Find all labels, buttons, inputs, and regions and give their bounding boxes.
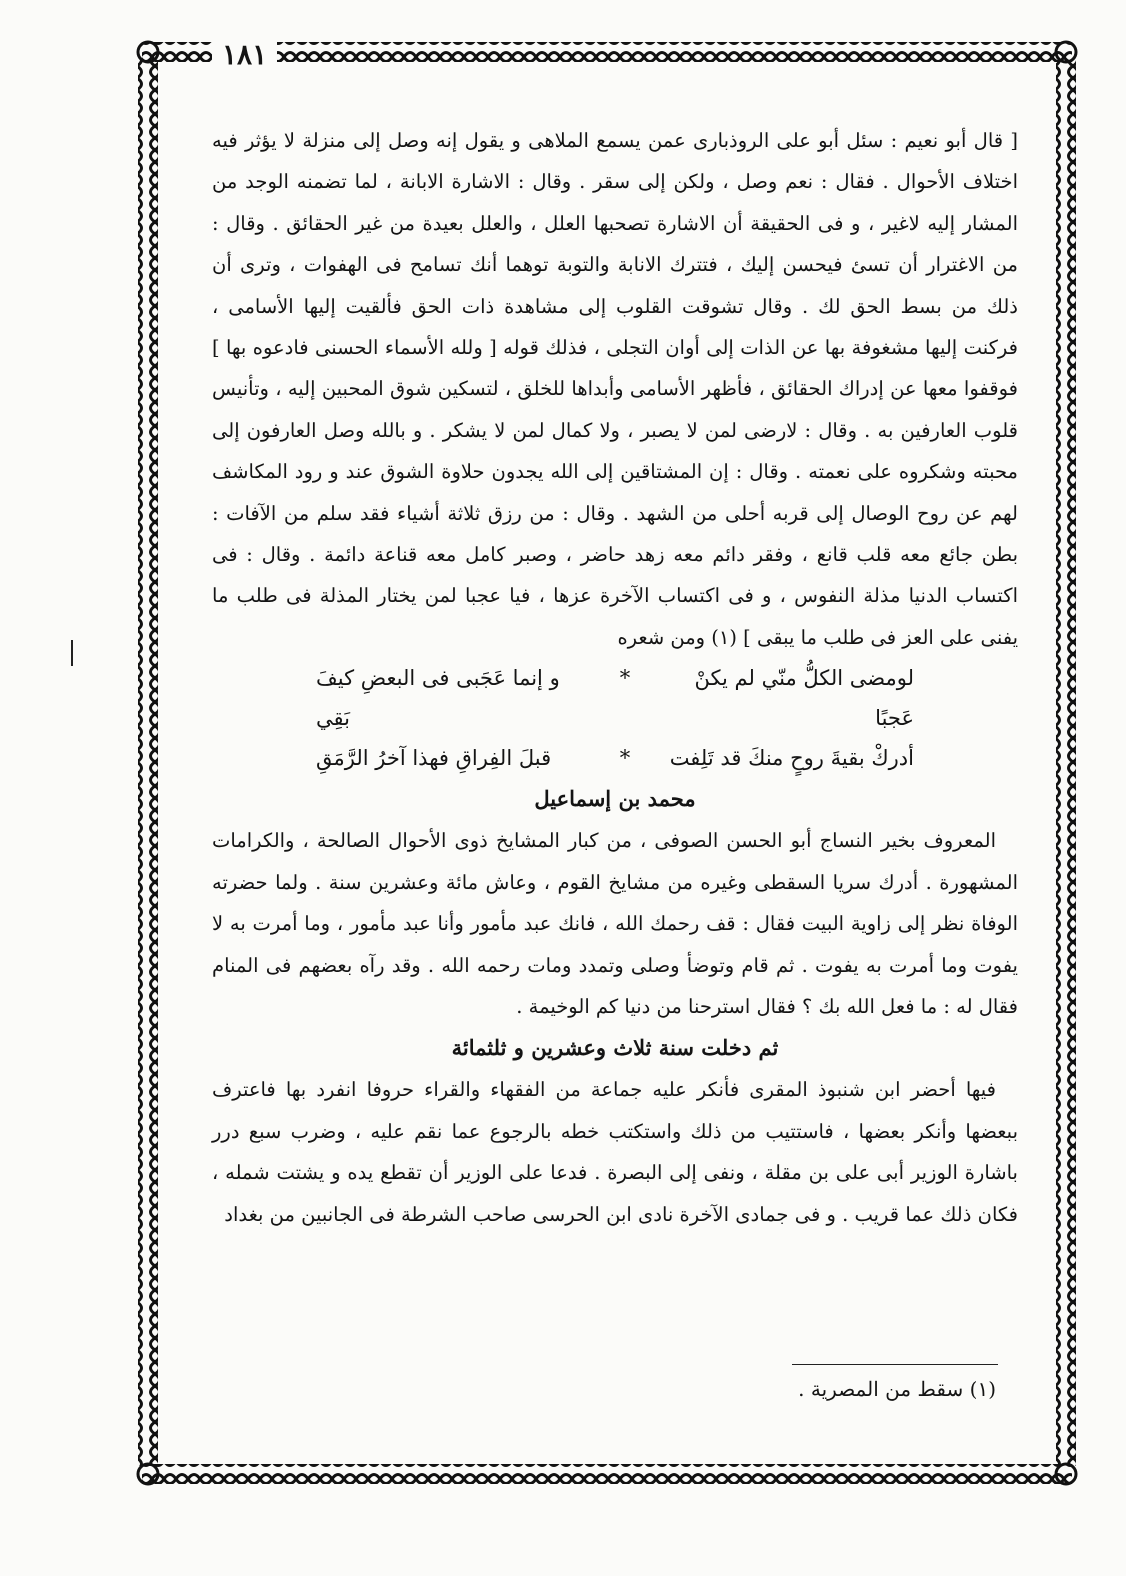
verse-line-1: [212, 658, 1018, 738]
year-events-paragraph: فيها أحضر ابن شنبوذ المقرى فأنكر عليه جماعة من الفقهاء والقراء حروفا انفرد بها فاعترف ببعضها وأنكر بعضها ، فاستتيب من ذلك واستكتب خطه بالرجوع عما نقم عليه ، وضرب سبع درر باشارة الوزير أبى على بن مقلة ، ونفى إلى البصرة . فدعا على الوزير أن تقطع يده و يشتت شمله ، فكان ذلك عما قريب . و فى جمادى الآخرة نادى ابن الحرسى صاحب الشرطة فى الجانبين من بغداد: [212, 1078, 1018, 1226]
section-heading-biography: محمد بن إسماعيل: [534, 786, 696, 812]
verse-separator: *: [619, 746, 631, 771]
biography-paragraph: المعروف بخير النساج أبو الحسن الصوفى ، من كبار المشايخ ذوى الأحوال الصالحة ، والكرامات المشهورة . أدرك سريا السقطى وغيره من مشايخ القوم ، وعاش مائة وعشرين سنة . ولما حضرته الوفاة نظر إلى زاوية البيت فقال : قف رحمك الله ، فانك عبد مأمور وأنا عبد مأمور ، وما أمرت به لا يفوت وما أمرت به يفوت . ثم قام وتوضأ وصلى وتمدد ومات رحمه الله . وقد رآه بعضهم فى المنام فقال له : ما فعل الله بك ؟ فقال استرحنا من دنيا كم الوخيمة .: [212, 829, 1018, 1018]
verse-2-hemistich-2: قبلَ الفِراقِ فهذا آخرُ الرَّمَقِ: [316, 746, 552, 771]
verse-1-hemistich-1: لومضى الكلُّ منّي لم يكنْ عَجبًا: [694, 666, 914, 731]
main-paragraph: [ قال أبو نعيم : سئل أبو على الروذبارى عمن يسمع الملاهى و يقول إنه وصل إلى منزلة لا يؤثر فيه اختلاف الأحوال . فقال : نعم وصل ، ولكن إلى سقر . وقال : الاشارة الابانة ، لما تضمنه الوجد من المشار إليه لاغير ، و فى الحقيقة أن الاشارة تصحبها العلل ، والعلل بعيدة من غير الحقائق . وقال : من الاغترار أن تسئ فيحسن إليك ، فتترك الانابة والتوبة توهما أنك تسامح فى الهفوات ، وترى أن ذلك من بسط الحق لك . وقال تشوقت القلوب إلى مشاهدة ذات الحق فألقيت إليها الأسامى ، فركنت إليها مشغوفة بها عن الذات إلى أوان التجلى ، فذلك قوله [ ولله الأسماء الحسنى فادعوه بها ] فوقفوا معها عن إدراك الحقائق ، فأظهر الأسامى وأبداها للخلق ، لتسكين شوق المحبين إليه ، وتأنيس قلوب العارفين به . وقال : لارضى لمن لا يصبر ، ولا كمال لمن لا يشكر . و بالله وصل العارفون إلى محبته وشكروه على نعمته . وقال : إن المشتاقين إلى الله يجدون حلاوة الشوق عند و رود المكاشف لهم عن روح الوصال إلى قربه أحلى من الشهد . وقال : من رزق ثلاثة أشياء فقد سلم من الآفات : بطن جائع معه قلب قانع ، وفقر دائم معه زهد حاضر ، وصبر كامل معه قناعة دائمة . وقال : فى اكتساب الدنيا مذلة النفوس ، و فى اكتساب الآخرة عزها ، فيا عجبا لمن يختار المذلة فى طلب ما يفنى على العز فى طلب ما يبقى ] (١) ومن شعره: [212, 129, 1018, 649]
section-heading-year: ثم دخلت سنة ثلاث وعشرين و ثلثمائة: [451, 1035, 779, 1061]
page-content: [212, 120, 1018, 1235]
footnote-divider: [792, 1364, 998, 1365]
verse-separator: *: [619, 666, 631, 691]
verse-line-2: [212, 738, 1018, 778]
verse-1-hemistich-2: و إنما عَجَبى فى البعضِ كيفَ بَقِي: [316, 666, 560, 731]
margin-mark: [71, 640, 73, 666]
footnote: (١) سقط من المصرية .: [798, 1377, 996, 1401]
page-number: ١٨١: [212, 38, 277, 71]
verse-2-hemistich-1: أدركْ بقيةَ روحٍ منكَ قد تَلِفت: [669, 746, 914, 771]
